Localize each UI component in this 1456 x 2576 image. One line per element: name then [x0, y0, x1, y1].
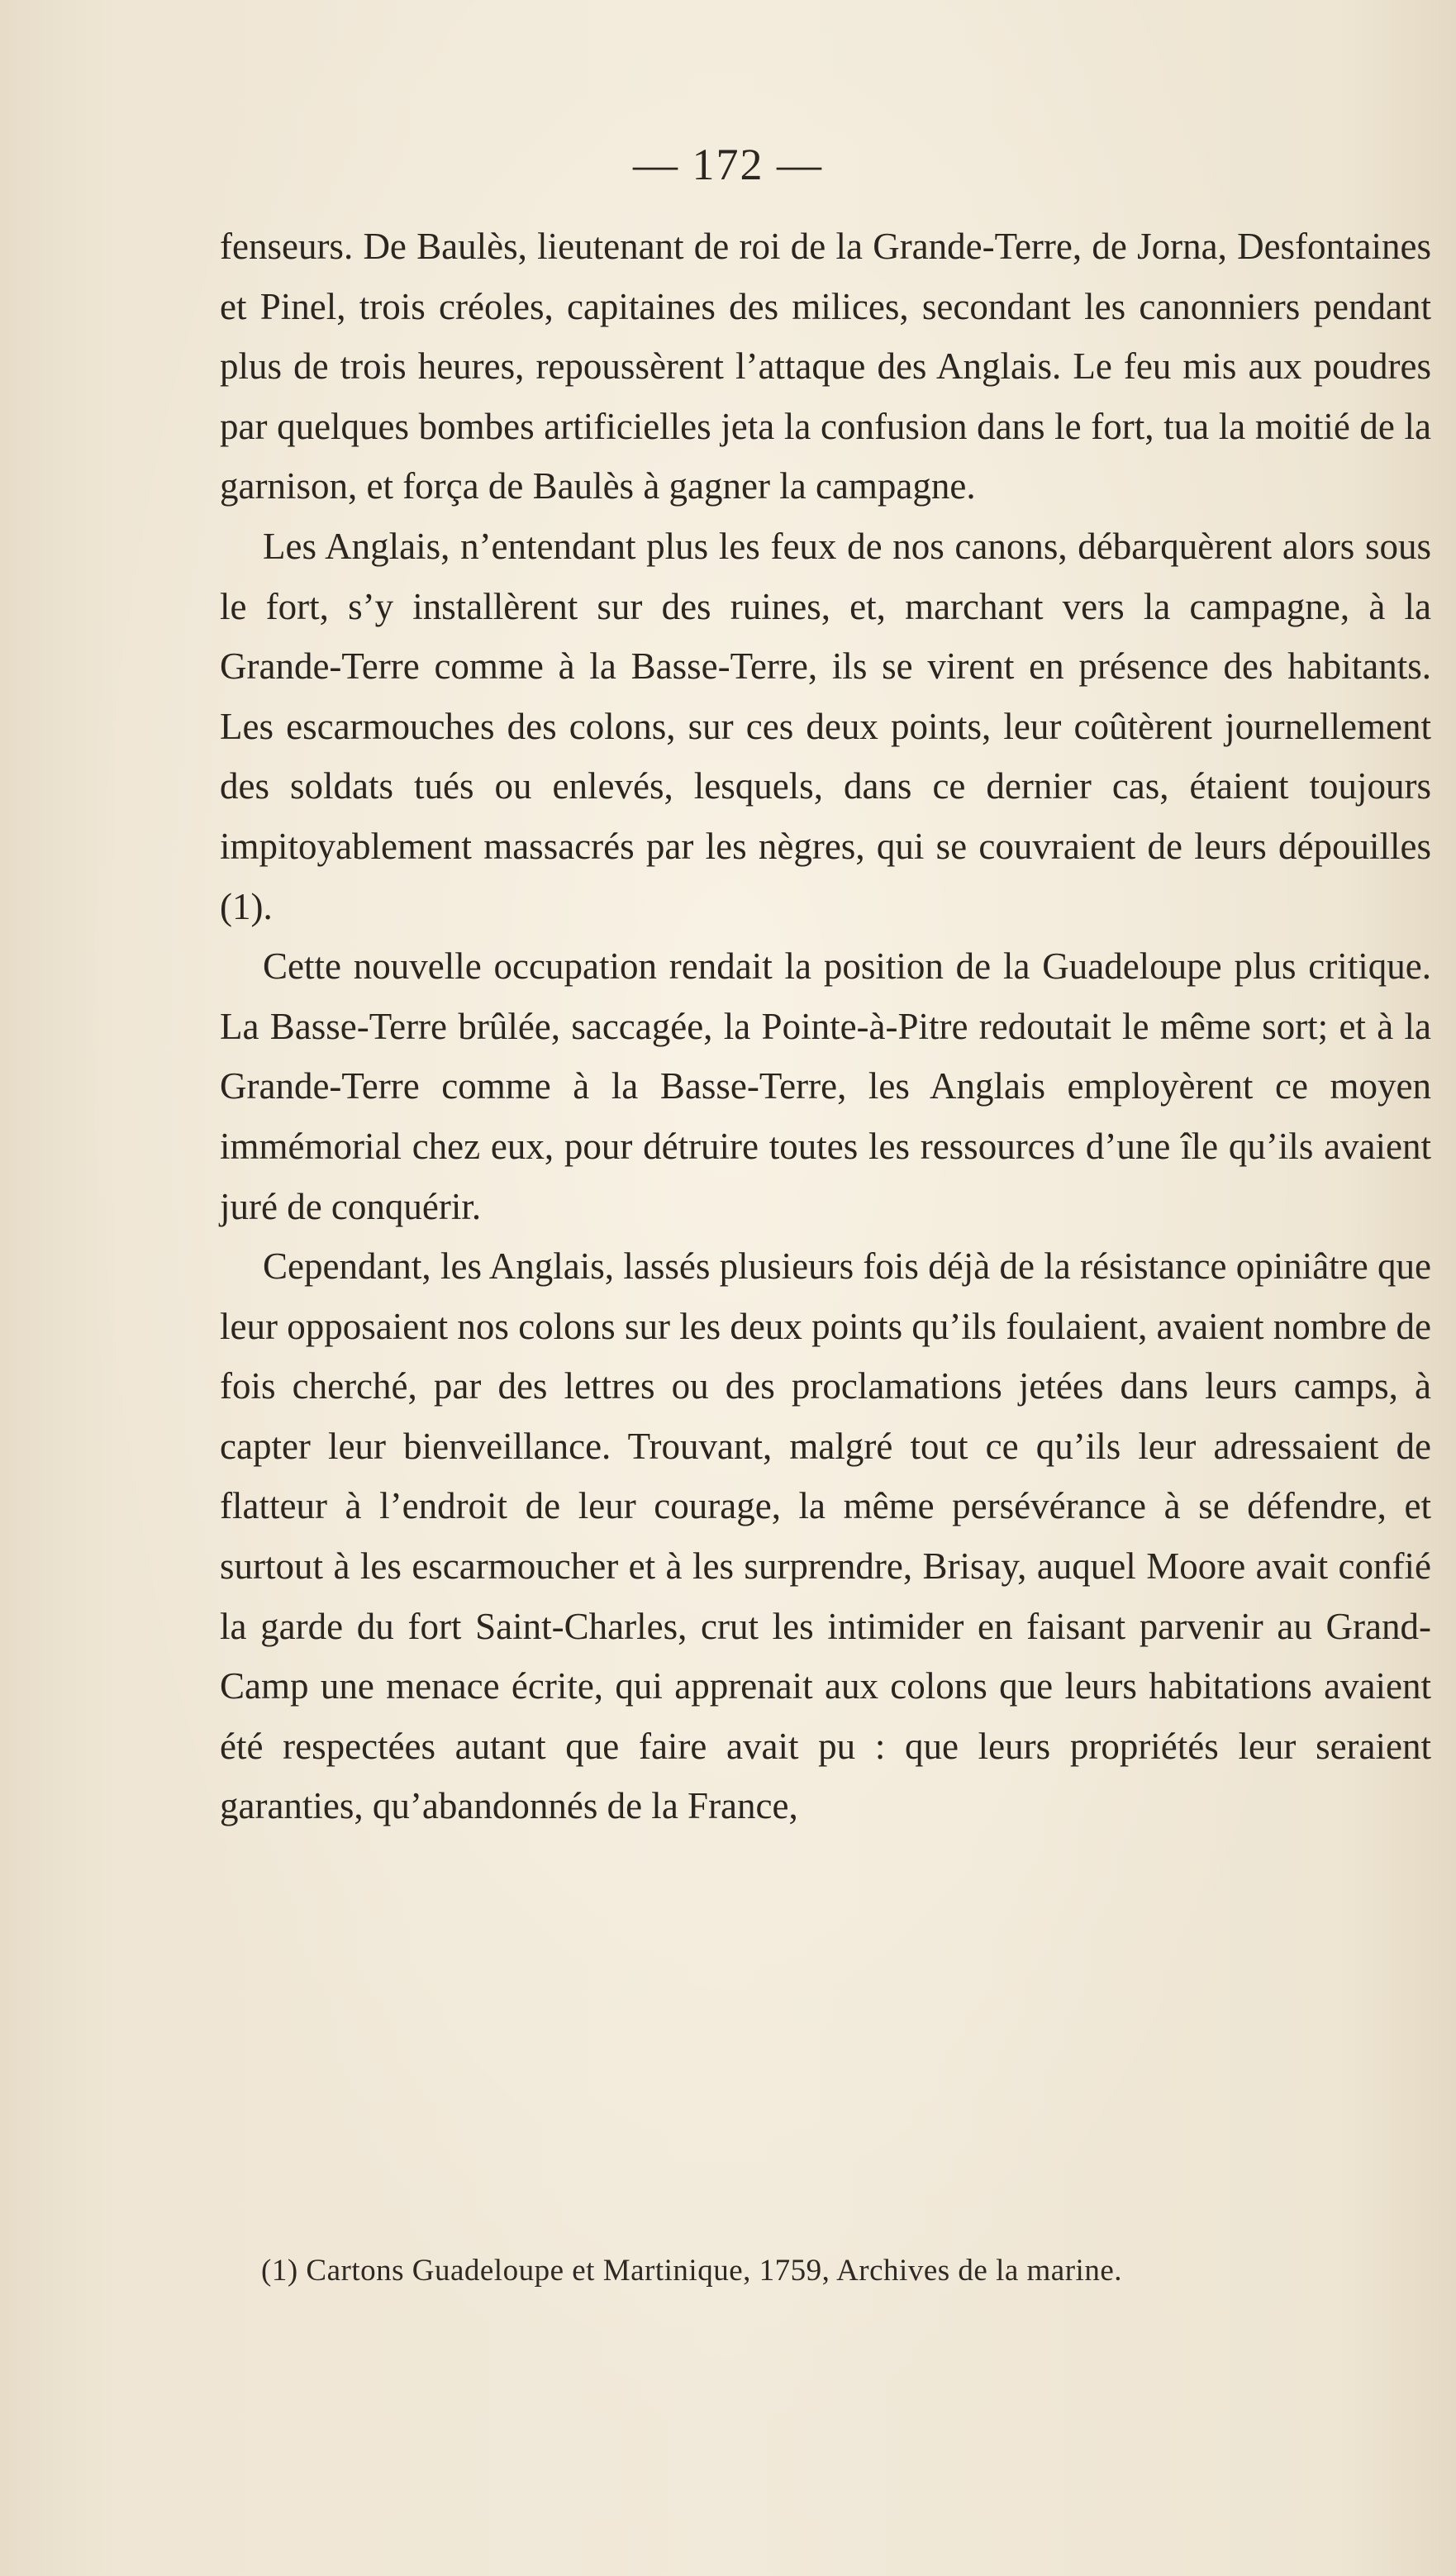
page-body: [220, 217, 1431, 1836]
paragraph-4: Cependant, les Anglais, lassés plusieurs fois déjà de la résistance opiniâtre que leur opposaient nos colons sur les deux points qu’ils foulaient, avaient nombre de fois cherché, par des lettres ou des proclamations jetées dans leurs camps, à capter leur bienveillance. Trouvant, malgré tout ce qu’ils leur adressaient de flatteur à l’endroit de leur courage, la même persévérance à se défendre, et surtout à les escarmoucher et à les surprendre, Brisay, auquel Moore avait confié la garde du fort Saint-Charles, crut les intimider en faisant parvenir au Grand-Camp une menace écrite, qui apprenait aux colons que leurs habitations avaient été respectées autant que faire avait pu : que leurs propriétés leur seraient garanties, qu’abandonnés de la France,: [220, 1245, 1431, 1827]
paragraph-2: Les Anglais, n’entendant plus les feux de nos canons, débarquèrent alors sous le fort, s’y installèrent sur des ruines, et, marchant vers la campagne, à la Grande-Terre comme à la Basse-Terre, ils se virent en présence des habitants. Les escarmouches des colons, sur ces deux points, leur coûtèrent journellement des soldats tués ou enlevés, lesquels, dans ce dernier cas, étaient toujours impitoyablement massacrés par les nègres, qui se couvraient de leurs dépouilles (1).: [220, 525, 1431, 927]
paragraph-1: fenseurs. De Baulès, lieutenant de roi de la Grande-Terre, de Jorna, Desfontaines et Pinel, trois créoles, capitaines des milices, secondant les canonniers pendant plus de trois heures, repoussèrent l’attaque des Anglais. Le feu mis aux poudres par quelques bombes artificielles jeta la confusion dans le fort, tua la moitié de la garnison, et força de Baulès à gagner la campagne.: [220, 226, 1431, 507]
footnote: (1) Cartons Guadeloupe et Martinique, 1759, Archives de la marine.: [261, 2254, 1122, 2288]
paragraph-3: Cette nouvelle occupation rendait la position de la Guadeloupe plus critique. La Basse-Terre brûlée, saccagée, la Pointe-à-Pitre redoutait le même sort; et à la Grande-Terre comme à la Basse-Terre, les Anglais employèrent ce moyen immémorial chez eux, pour détruire toutes les ressources d’une île qu’ils avaient juré de conquérir.: [220, 945, 1431, 1227]
page-number: — 172 —: [633, 140, 823, 189]
